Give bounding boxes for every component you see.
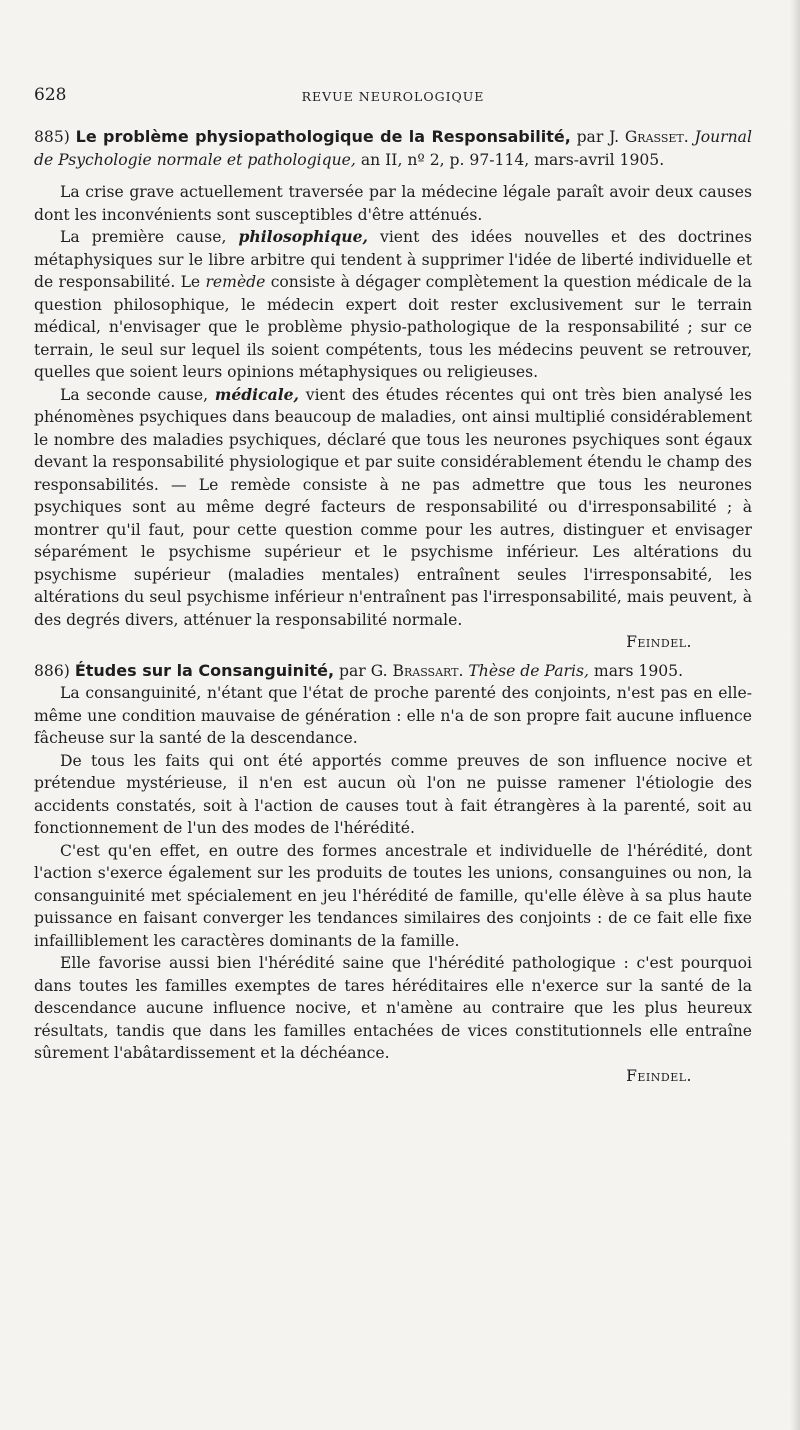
article-number: 886) bbox=[34, 661, 70, 680]
article-header bbox=[34, 126, 752, 171]
article-header bbox=[34, 660, 752, 683]
emphasis-text: philosophique, bbox=[238, 227, 368, 246]
citation: an II, nº 2, p. 97-114, mars-avril 1905. bbox=[360, 150, 665, 169]
paragraph: Elle favorise aussi bien l'hérédité saine que l'hérédité pathologique : c'est pourquoi dans toutes les familles exemptes de tares héréditaires elle n'exerce sur la santé de la descendance aucune influence nocive, et n'amène au contraire que les plus heureux résultats, tandis que dans les familles entachées de vices constitutionnels elle entraîne sûrement l'abâtardissement et la déchéance. bbox=[34, 954, 752, 1062]
signature: Feindel. bbox=[626, 1066, 692, 1085]
paragraph-text: La première cause, bbox=[60, 228, 227, 246]
paragraph-text: vient des idées nouvelles et des doctrines métaphysiques sur le libre arbitre qui tendent à supprimer l'idée de liberté individuelle et de responsabilité. Le bbox=[34, 228, 752, 291]
running-head bbox=[34, 84, 752, 112]
page-number: 628 bbox=[34, 85, 67, 105]
document-page bbox=[34, 84, 752, 1087]
paragraph-text: consiste à dégager complètement la question médicale de la question philosophique, le médecin expert doit rester exclusivement sur le terrain médical, n'envisager que le problème physio-pathologique de la responsabilité ; sur ce terrain, le seul sur lequel ils soient compétents, tous les médecins peuvent se retrouver, quelles que soient leurs opinions métaphysiques ou religieuses. bbox=[34, 273, 752, 381]
paragraph: La consanguinité, n'étant que l'état de proche parenté des conjoints, n'est pas en elle-même une condition mauvaise de génération : elle n'a de son propre fait aucune influence fâcheuse sur la santé de la descendance. bbox=[34, 684, 752, 747]
by-word: par bbox=[576, 128, 604, 146]
thesis-name: Thèse de Paris, bbox=[468, 661, 589, 680]
article-885 bbox=[34, 126, 752, 654]
article-number: 885) bbox=[34, 128, 70, 146]
paragraph bbox=[34, 226, 752, 384]
signature: Feindel. bbox=[626, 633, 692, 651]
paragraph: La crise grave actuellement traversée par la médecine légale paraît avoir deux causes dont les inconvénients sont susceptibles d'être atténués. bbox=[34, 183, 752, 224]
author-name: J. Grasset. bbox=[609, 128, 689, 146]
journal-name: Journal de Psychologie normale et pathologique, bbox=[34, 128, 752, 169]
paragraph: C'est qu'en effet, en outre des formes ancestrale et individuelle de l'hérédité, dont l'action s'exerce également sur les produits de toutes les unions, consanguines ou non, la consanguinité met spécialement en jeu l'hérédité de famille, qu'elle élève à sa plus haute puissance en faisant converger les tendances similaires des conjoints : de ce fait elle fixe infailliblement les caractères dominants de la famille. bbox=[34, 841, 752, 950]
paragraph bbox=[34, 384, 752, 632]
page-edge-shadow bbox=[790, 0, 800, 1430]
emphasis-text: médicale, bbox=[214, 384, 299, 404]
paragraph-text: vient des études récentes qui ont très bien analysé les phénomènes psychiques dans beaucoup de maladies, ont ainsi multiplié considérablement le nombre des maladies psychiques, déclaré que tous les neurones psychiques sont égaux devant la responsabilité physiologique et par suite considérablement étendu le champ des responsabilités. — Le remède consiste à ne pas admettre que tous les neurones psychiques sont au même degré facteurs de responsabilité ou d'irresponsabilité ; à montrer qu'il faut, pour cette question comme pour les autres, distinguer et envisager séparément le psychisme supérieur et le psychisme inférieur. Les altérations du psychisme supérieur (maladies mentales) entraînent seules l'irresponsabité, les altérations du seul psychisme inférieur n'entraînent pas l'irresponsabilité, mais peuvent, à des degrés divers, atténuer la responsabilité normale. bbox=[34, 385, 752, 629]
paragraph-text: La seconde cause, bbox=[60, 385, 209, 404]
article-title: Études sur la Consanguinité, bbox=[74, 660, 335, 680]
article-886 bbox=[34, 660, 752, 1088]
citation-date: mars 1905. bbox=[593, 661, 684, 680]
paragraph: De tous les faits qui ont été apportés comme preuves de son influence nocive et prétendue mystérieuse, il n'en est aucun où l'on ne puisse ramener l'étiologie des accidents constatés, soit à l'action de causes tout à fait étrangères à la parenté, soit au fonctionnement de l'un des modes de l'hérédité. bbox=[34, 751, 752, 837]
journal-title: REVUE NEUROLOGIQUE bbox=[301, 89, 485, 104]
author-name: G. Brassart. bbox=[370, 661, 464, 680]
emphasis-text: remède bbox=[205, 273, 266, 291]
article-title: Le problème physiopathologique de la Responsabilité, bbox=[75, 127, 571, 146]
by-word: par bbox=[339, 661, 366, 680]
